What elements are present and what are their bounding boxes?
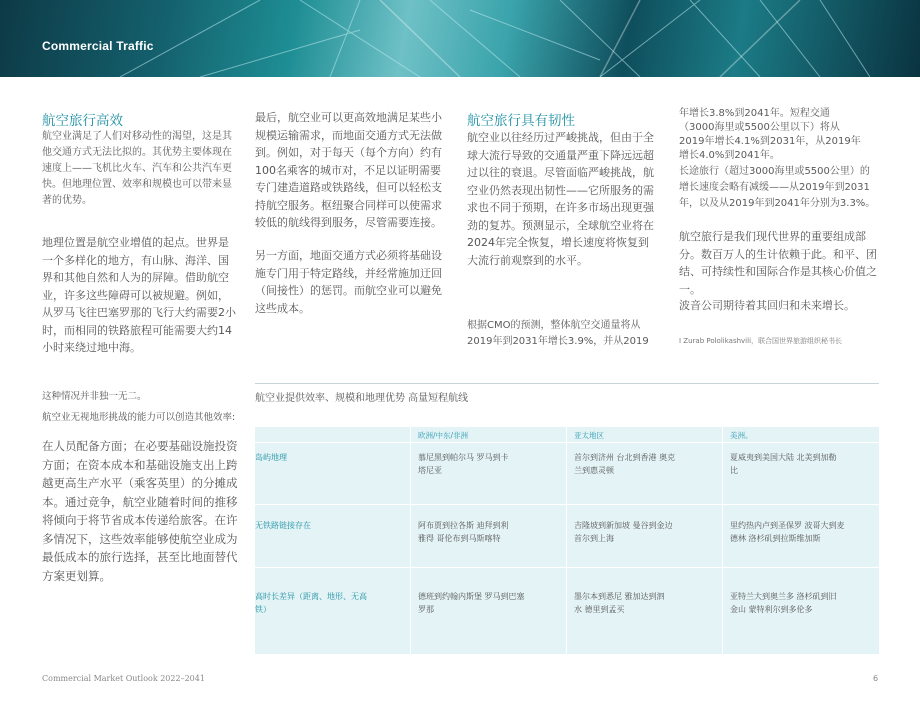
col4-paragraph-2: 长途旅行（超过3000海里或5500公里）的增长速度会略有减缓——从2019年到2031年，以及从2019年到2041年分别为3.3%。 xyxy=(679,166,876,209)
col4-paragraph-1: 年增长3.8%到2041年。短程交通（3000海里或5500公里以下）将从2019年增长4.1%到2031年，从2019年增长4.0%到2041年。 xyxy=(679,108,861,161)
table-cell: 夏威夷到美国大陆 北美到加勒比 xyxy=(730,453,837,475)
table-grid xyxy=(255,427,879,654)
table-divider xyxy=(255,504,879,505)
col1-paragraph-2: 地理位置是航空业增值的起点。世界是一个多样化的地方，有山脉、海洋、国界和其他自然和人为的屏障。借助航空业，许多这些障碍可以被规避。例如，从罗马飞往巴塞罗那的飞行大约需要2小时，而相同的铁路旅程可能需要大约14小时来绕过地中海。 xyxy=(42,236,236,354)
row-header-island: 岛屿地理 xyxy=(255,453,287,462)
col3-paragraph-1: 航空业以往经历过严峻挑战，但由于全球大流行导致的交通量严重下降远远超过以往的衰退。尽管面临严峻挑战，航空业仍然表现出韧性——它所服务的需求也不同于预期，在许多市场出现更强劲的复苏。预测显示，全球航空业将在2024年完全恢复，增长速度将恢复到大流行前观察到的水平。 xyxy=(467,131,654,267)
table-cell: 吉隆坡到新加坡 曼谷到金边 首尔到上海 xyxy=(574,521,673,543)
col3-paragraph-2: 根据CMO的预测，整体航空交通量将从2019年到2031年增长3.9%，并从2019 xyxy=(467,320,649,347)
table-cell: 里约热内卢到圣保罗 波哥大到麦德林 洛杉矶到拉斯维加斯 xyxy=(730,521,845,543)
col4-paragraph-4: 波音公司期待着其回归和未来增长。 xyxy=(679,299,855,312)
col2-paragraph-1: 最后，航空业可以更高效地满足某些小规模运输需求，而地面交通方式无法做到。例如，对于每天（每个方向）约有100名乘客的城市对，不足以证明需要专门建造道路或铁路线，但可以轻松支持航空服务。枢纽聚合同样可以使需求较低的航线得到服务，尽管需要连接。 xyxy=(255,111,442,229)
row-header-no-rail: 无铁路链接存在 xyxy=(255,521,311,530)
table-divider xyxy=(255,567,879,568)
table-title: 航空业提供效率、规模和地理优势 高量短程航线 xyxy=(255,393,469,404)
row-header-time-difference: 高时长差异（距离、地形、无高铁） xyxy=(255,592,367,614)
col1-caption-1: 这种情况并非独一无二。 xyxy=(42,391,147,402)
table-divider xyxy=(410,427,411,654)
table-cell: 阿布贾到拉各斯 迪拜到利雅得 哥伦布到马斯喀特 xyxy=(418,521,509,543)
header-banner xyxy=(0,0,920,77)
footer-publication: Commercial Market Outlook 2022–2041 xyxy=(42,674,205,683)
col1-caption-2: 航空业无视地形挑战的能力可以创造其他效率: xyxy=(42,412,236,423)
table-cell: 德班到约翰内斯堡 罗马到巴塞罗那 xyxy=(418,592,525,614)
table-cell: 首尔到济州 台北到香港 奥克兰到惠灵顿 xyxy=(574,453,676,475)
heading-air-travel-efficient: 航空旅行高效 xyxy=(42,113,123,129)
table-divider xyxy=(255,442,879,443)
table-divider xyxy=(566,427,567,654)
table-cell: 亚特兰大到奥兰多 洛杉矶到旧金山 蒙特利尔到多伦多 xyxy=(730,592,837,614)
col4-paragraph-3: 航空旅行是我们现代世界的重要组成部分。数百万人的生计依赖于此。和平、团结、可持续性和国际合作是其核心价值之一。 xyxy=(679,230,877,296)
page-number: 6 xyxy=(873,674,879,683)
table-divider xyxy=(722,427,723,654)
quote-attribution: I Zurab Pololikashvili，联合国世界旅游组织秘书长 xyxy=(679,337,843,345)
column-header-americas: 美洲。 xyxy=(730,431,753,440)
section-title: Commercial Traffic xyxy=(42,39,154,53)
col2-paragraph-2: 另一方面，地面交通方式必须将基础设施专门用于特定路线，并经常施加迂回（间接性）的惩罚。而航空业可以避免这些成本。 xyxy=(255,249,442,315)
col1-paragraph-1: 航空业满足了人们对移动性的渴望，这是其他交通方式无法比拟的。其优势主要体现在速度上——飞机比火车、汽车和公共汽车更快。但地理位置、效率和规模也可以带来显著的优势。 xyxy=(42,131,232,206)
table-cell: 慕尼黑到帕尔马 罗马到卡塔尼亚 xyxy=(418,453,509,475)
column-header-apac: 亚太地区 xyxy=(574,431,604,440)
table-top-rule xyxy=(255,383,879,384)
column-header-emea: 欧洲/中东/非洲 xyxy=(418,431,469,440)
heading-air-travel-resilient: 航空旅行具有韧性 xyxy=(467,113,575,129)
table-cell: 墨尔本到悉尼 雅加达到泗水 德里到孟买 xyxy=(574,592,665,614)
col1-paragraph-3: 在人员配备方面；在必要基础设施投资方面；在资本成本和基础设施支出上跨越更高生产水平（乘客英里）的分摊成本。通过竞争，航空业随着时间的推移将倾向于将节省成本传递给旅客。在许多情况下，这些效率能够使航空业成为最低成本的旅行选择，甚至比地面替代方案更划算。 xyxy=(42,439,238,583)
